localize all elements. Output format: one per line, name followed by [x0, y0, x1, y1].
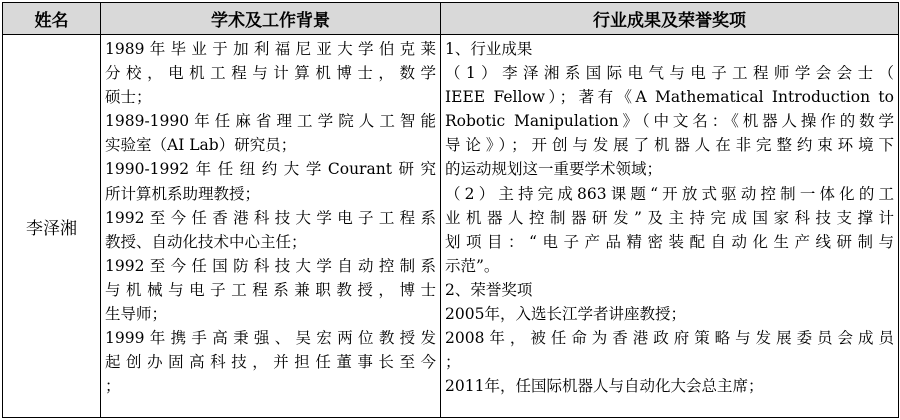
name-cell: 李泽湘 — [3, 35, 101, 418]
header-background: 学术及工作背景 — [101, 3, 441, 35]
background-line: 1989-1990年任麻省理工学院人工智能 — [105, 112, 436, 131]
background-line: ； — [105, 377, 121, 396]
background-line: 1992至今任香港科技大学电子工程系 — [105, 208, 436, 227]
achievement-line: 2005年，入选长江学者讲座教授； — [445, 305, 686, 324]
background-cell — [101, 35, 441, 418]
achievement-line: （1）李泽湘系国际电气与电子工程师学会会士（ — [445, 64, 894, 83]
background-line: 与机械与电子工程系兼职教授，博士 — [105, 280, 436, 299]
background-line: 硕士； — [105, 88, 152, 107]
background-line: 教授、自动化技术中心主任； — [105, 232, 307, 251]
background-line: 分校，电机工程与计算机博士，数学 — [105, 64, 436, 83]
achievement-line: 1、行业成果 — [445, 40, 533, 58]
achievement-line: IEEE Fellow）；著有《A Mathematical Introduction to — [445, 88, 894, 107]
background-line: 生导师； — [105, 305, 168, 324]
achievement-line: 划项目：“电子产品精密装配自动化生产线研制与 — [445, 232, 894, 251]
profile-table — [2, 2, 899, 418]
header-row — [3, 3, 899, 35]
achievement-line: Robotic Manipulation》（中文名：《机器人操作的数学 — [445, 112, 894, 131]
achievement-line: 导论》）；开创与发展了机器人在非完整约束环境下 — [445, 136, 894, 155]
background-line: 起创办固高科技，并担任董事长至今 — [105, 353, 436, 372]
background-lines — [105, 35, 436, 398]
achievement-lines — [445, 35, 894, 398]
background-line: 1992至今任国防科技大学自动控制系 — [105, 256, 436, 275]
background-line: 1989年毕业于加利福尼亚大学伯克莱 — [105, 40, 436, 58]
background-line: 1990-1992年任纽约大学Courant研究 — [105, 160, 436, 179]
achievement-line: 2008年，被任命为香港政府策略与发展委员会成员 — [445, 329, 894, 348]
header-achievements: 行业成果及荣誉奖项 — [441, 3, 899, 35]
achievements-cell — [441, 35, 899, 418]
background-line: 所计算机系助理教授； — [105, 184, 261, 203]
achievement-line: ； — [445, 353, 461, 372]
achievement-line: 业机器人控制器研发”及主持完成国家科技支撑计 — [445, 208, 894, 227]
header-name: 姓名 — [3, 3, 101, 35]
achievement-line: 示范”。 — [445, 256, 500, 275]
achievement-line: 2、荣誉奖项 — [445, 280, 533, 299]
background-line: 1999年携手高秉强、吴宏两位教授发 — [105, 329, 436, 348]
achievement-line: 2011年，任国际机器人与自动化大会总主席； — [445, 377, 764, 396]
achievement-line: （2）主持完成863课题“开放式驱动控制一体化的工 — [445, 184, 894, 203]
background-line: 实验室（AI Lab）研究员； — [105, 136, 297, 155]
table-row — [3, 35, 899, 418]
achievement-line: 的运动规划这一重要学术领域； — [445, 160, 663, 179]
